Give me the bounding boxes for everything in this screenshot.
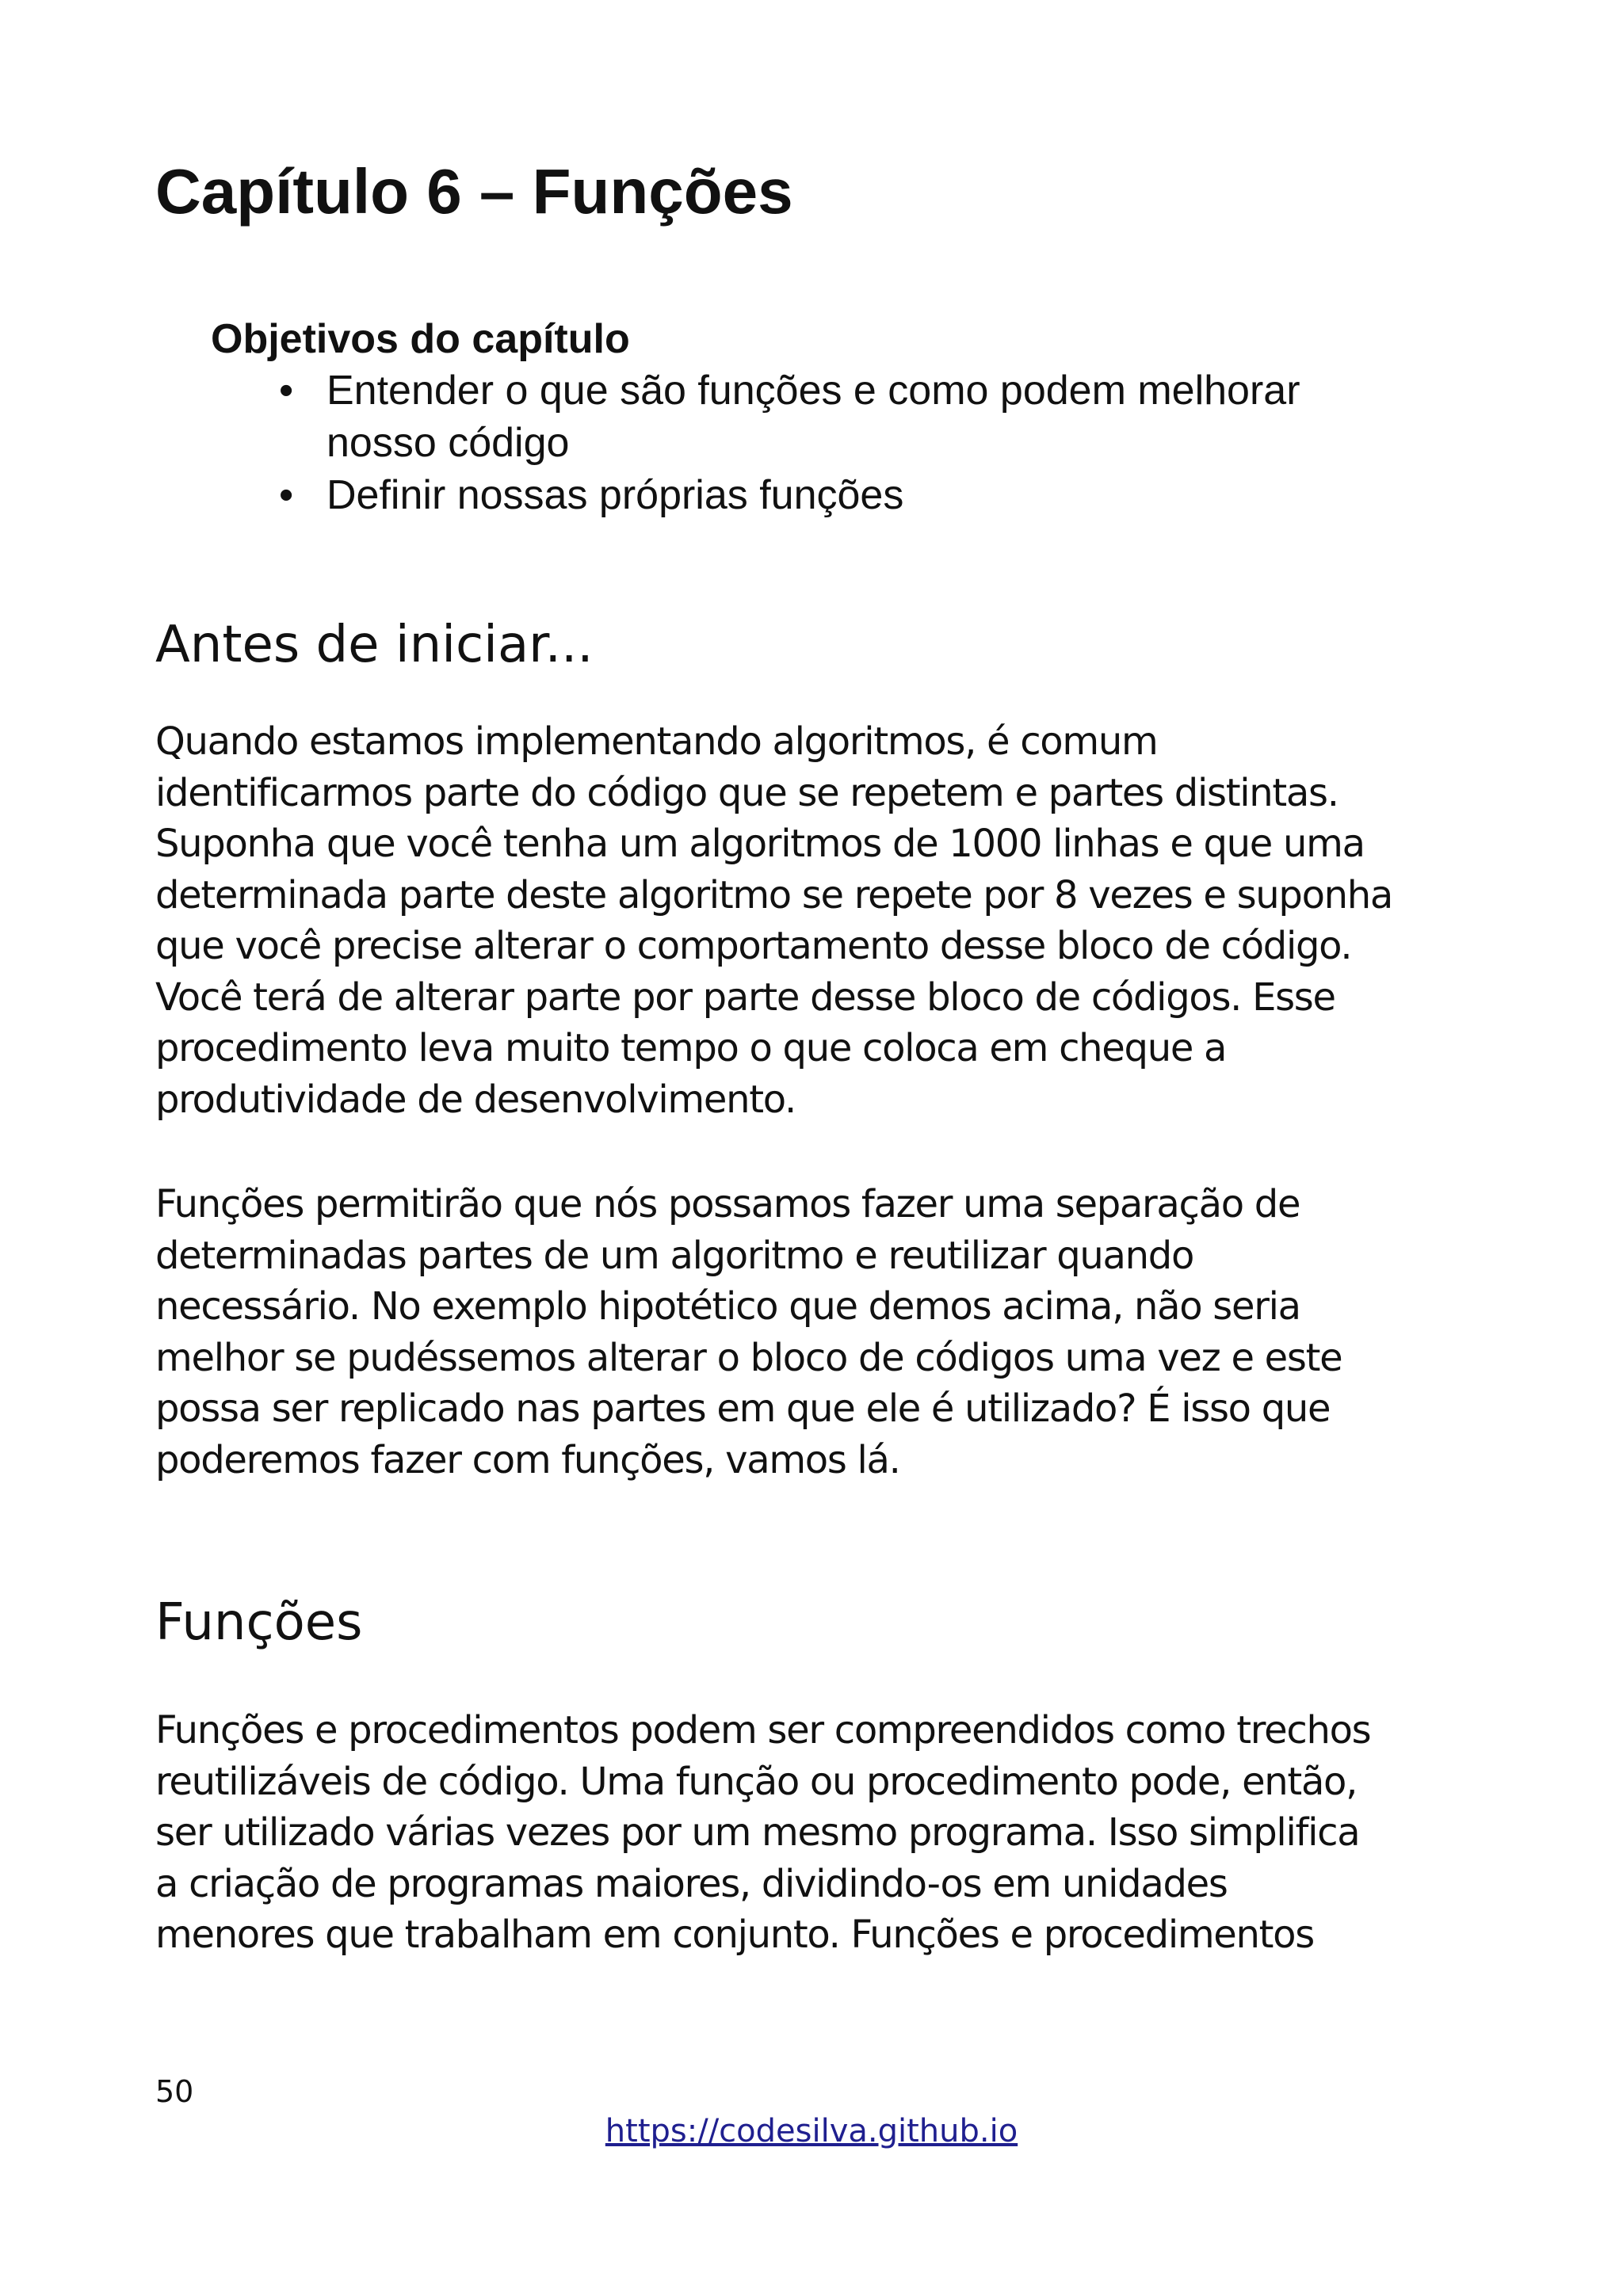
paragraph-line: procedimento leva muito tempo o que coloca em cheque a xyxy=(155,1026,1227,1070)
section-heading-funcoes: Funções xyxy=(155,1593,363,1652)
bullet-icon: • xyxy=(279,368,294,414)
bullet-icon: • xyxy=(279,472,294,518)
objectives-box xyxy=(211,314,1447,521)
objectives-heading: Objetivos do capítulo xyxy=(211,316,630,362)
paragraph-line: identificarmos parte do código que se repetem e partes distintas. xyxy=(155,770,1338,815)
paragraph-line: melhor se pudéssemos alterar o bloco de códigos uma vez e este xyxy=(155,1335,1342,1380)
footer-link[interactable]: https://codesilva.github.io xyxy=(605,2113,1018,2149)
paragraph xyxy=(155,1705,1503,1961)
paragraph-line: Quando estamos implementando algoritmos, é comum xyxy=(155,719,1158,764)
paragraph-line: Funções e procedimentos podem ser compreendidos como trechos xyxy=(155,1708,1371,1753)
paragraph-line: poderemos fazer com funções, vamos lá. xyxy=(155,1437,900,1482)
objective-line: Entender o que são funções e como podem melhorar xyxy=(327,368,1300,414)
objective-item xyxy=(211,469,1447,521)
paragraph xyxy=(155,716,1503,1125)
paragraph-line: possa ser replicado nas partes em que ele é utilizado? É isso que xyxy=(155,1386,1331,1431)
objectives-list xyxy=(211,364,1447,521)
objective-line: Definir nossas próprias funções xyxy=(327,472,904,518)
paragraph-line: produtividade de desenvolvimento. xyxy=(155,1077,796,1122)
chapter-title: Capítulo 6 – Funções xyxy=(155,156,793,227)
paragraph-line: determinadas partes de um algoritmo e reutilizar quando xyxy=(155,1233,1194,1278)
paragraph-line: a criação de programas maiores, dividindo-os em unidades xyxy=(155,1861,1228,1906)
paragraph-line: determinada parte deste algoritmo se repete por 8 vezes e suponha xyxy=(155,872,1393,917)
section-heading-antes: Antes de iniciar... xyxy=(155,616,594,674)
paragraph-line: necessário. No exemplo hipotético que demos acima, não seria xyxy=(155,1284,1300,1329)
page-number: 50 xyxy=(155,2074,194,2109)
paragraph-line: ser utilizado várias vezes por um mesmo programa. Isso simplifica xyxy=(155,1810,1360,1855)
paragraph-line: reutilizáveis de código. Uma função ou procedimento pode, então, xyxy=(155,1759,1358,1804)
paragraph-line: Suponha que você tenha um algoritmos de 1000 linhas e que uma xyxy=(155,822,1365,866)
paragraph-line: Funções permitirão que nós possamos fazer uma separação de xyxy=(155,1182,1300,1226)
paragraph-line: Você terá de alterar parte por parte desse bloco de códigos. Esse xyxy=(155,974,1335,1020)
paragraph-line: menores que trabalham em conjunto. Funções e procedimentos xyxy=(155,1913,1314,1957)
objective-line: nosso código xyxy=(327,420,570,466)
objective-item xyxy=(211,364,1447,469)
paragraph-line: que você precise alterar o comportamento desse bloco de código. xyxy=(155,924,1352,968)
paragraph xyxy=(155,1179,1503,1486)
